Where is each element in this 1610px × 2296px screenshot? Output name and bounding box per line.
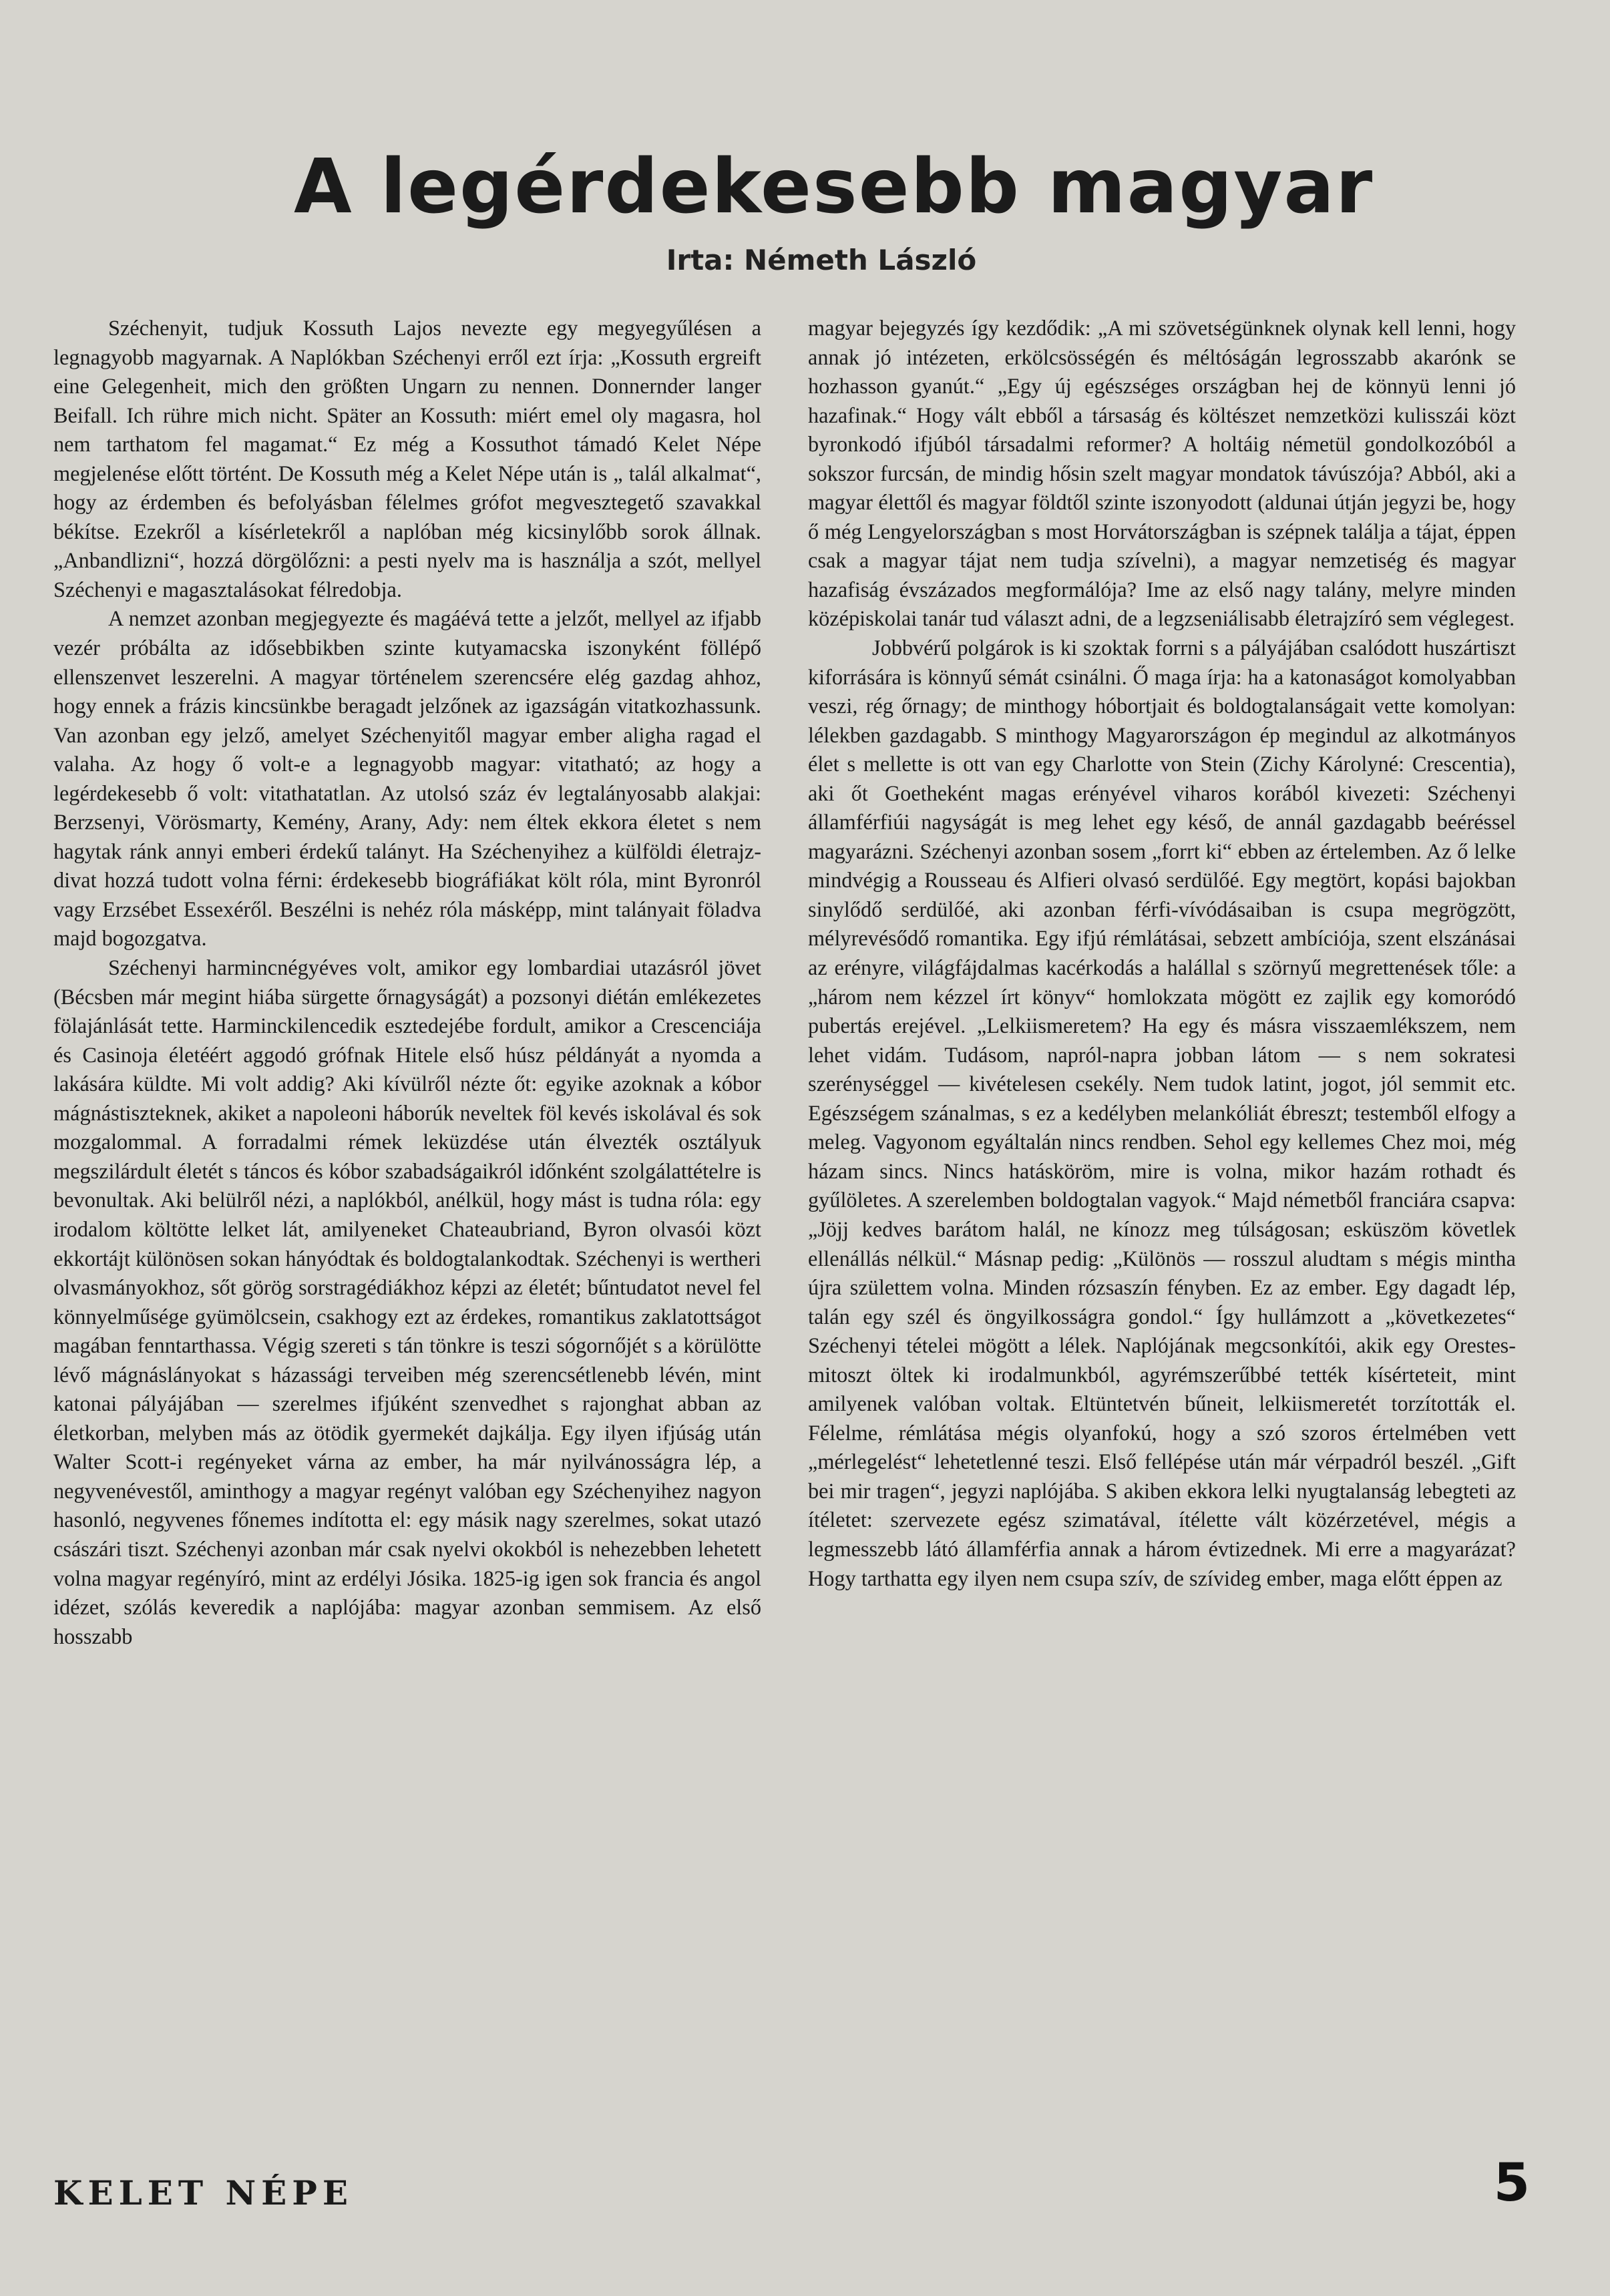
page-number: 5 xyxy=(1493,2153,1530,2213)
magazine-name: KELET NÉPE xyxy=(53,2173,353,2213)
left-paragraph-2: A nemzet azonban megjegyezte és magáévá tette a jelzőt, mellyel az ifjabb vezér próbálta az idősebbikben szinte kutyamacska iszonyként föllépő ellenszenvet leszerelni. A magyar történelem szerencsére elég gazdag ahhoz, hogy ennek a frázis kincsünkbe beragadt jelzőnek az igazságán vitatkozhassunk. Van azonban egy jelző, amelyet Széchenyitől magyar ember aligha ragad el valaha. Az hogy ő volt-e a legnagyobb magyar: vitatható; az hogy a legérdekesebb ő volt: vitathatatlan. Az utolsó száz év legtalányosabb alakjai: Berzsenyi, Vörösmarty, Kemény, Arany, Ady: nem éltek ekkora életet s nem hagytak ránk annyi emberi érdekű talányt. Ha Széchenyihez a külföldi életrajz-divat hozzá tudott volna férni: érdekesebb biográfiákat költ róla, mint Byronról vagy Erzsébet Essexéről. Beszélni is nehéz róla másképp, mint talányait föladva majd bogozgatva. xyxy=(53,606,761,951)
left-paragraph-1: Széchenyit, tudjuk Kossuth Lajos nevezte egy megyegyűlésen a legnagyobb magyarnak. A Naplókban Széchenyi erről ezt írja: „Kossuth ergreift eine Gelegenheit, mich den größten Ungarn zu nennen. Donnernder langer Beifall. Ich rühre mich nicht. Später an Kossuth: miért emel oly magasra, hol nem tarthatom fel magamat.“ Ez még a Kossuthot támadó Kelet Népe megjelenése előtt történt. De Kossuth még a Kelet Népe után is „ talál alkalmat“, hogy az érdemben és befolyásban félelmes grófot megvesztegető szavakkal békítse. Ezekről a kísérletekről a naplóban még kicsinylőbb sorok állnak. „Anbandlizni“, hozzá dörgölőzni: a pesti nyelv ma is használja a szót, mellyel Széchenyi e magasztalásokat félredobja. xyxy=(53,316,761,602)
right-text-column xyxy=(808,314,1516,1593)
left-text-column xyxy=(53,314,761,1651)
left-paragraph-3: Széchenyi harmincnégyéves volt, amikor egy lombardiai utazásról jövet (Bécsben már megint hiába sürgette őrnagyságát) a pozsonyi diétán emlékezetes fölajánlását tette. Harminckilencedik esztedejébe fordult, amikor a Crescenciája és Casinoja életéért aggodó grófnak Hitele első húsz példányát a nyomda a lakására küldte. Mi volt addig? Aki kívülről nézte őt: egyike azoknak a kóbor mágnástiszteknek, akiket a napoleoni háborúk neveltek föl kevés iskolával és sok mozgalommal. A forradalmi rémek leküzdése után élvezték osztályuk megszilárdult életét s táncos és kóbor szabadságaikról időnként szolgálattételre is bevonultak. Aki belülről nézi, a naplókból, anélkül, hogy mást is tudna róla: egy irodalom költötte lelket lát, amilyeneket Chateaubriand, Byron olvasói közt ekkortájt különösen sokan hányódtak és boldogtalankodtak. Széchenyi is wertheri olvasmányokhoz, sőt görög sorstragédiákhoz képzi az életét; bűntudatot nevel fel könnyelműsége gyümölcsein, csakhogy ezt az érdekes, romantikus zaklatottságot magában fenntarthassa. Végig szereti s tán tönkre is teszi sógornőjét s a körülötte lévő mágnáslányokat s házassági terveiben még szerencsétlenebb lévén, mint katonai pályájában — szerelmes ifjúként szenvedhet s rajonghat abban az életkorban, melyben más az ötödik gyermekét dajkálja. Egy ilyen ifjúság után Walter Scott-i regényeket várna az ember, ha már nyilvánosságra lép, a negyvenévestől, aminthogy a magyar regényt valóban egy Széchenyihez nagyon hasonló, negyvenes főnemes indította el: egy másik nagy szerelmes, sokat utazó császári tiszt. Széchenyi azonban már csak nyelvi okokból is nehezebben lehetett volna magyar regényíró, mint az erdélyi Jósika. 1825-ig igen sok francia és angol idézet, szólás keveredik a naplójába: magyar azonban semmisem. Az első hosszabb xyxy=(53,955,761,1648)
right-paragraph-2: Jobbvérű polgárok is ki szoktak forrni s a pályájában csalódott huszártiszt kiforrására is könnyű sémát csinálni. Ő maga írja: ha a katonaságot komolyabban veszi, rég őrnagy; de minthogy hóbortjait és boldogtalanságait vette komolyan: lélekben gazdagabb. S minthogy Magyarországon ép megindul az alkotmányos élet s mellette is ott van egy Charlotte von Stein (Zichy Károlyné: Crescentia), aki őt Goetheként magas erényével viharos korából kivezeti: Széchenyi államférfiúi nagyságát is meg lehet egy késő, de annál gazdagabb beéréssel magyarázni. Széchenyi azonban sosem „forrt ki“ ebben az értelemben. Az ő lelke mindvégig a Rousseau és Alfieri olvasó serdülőé. Egy megtört, kopási bajokban sinylődő serdülőé, aki azonban férfi-vívódásaiban is csupa megrögzött, mélyrevésődő romantika. Egy ifjú rémlátásai, sebzett ambíciója, szent elszánásai az erényre, világfájdalmas kacérkodás a halállal s szörnyű megrettenések tőle: a „három nem kézzel írt könyv“ homlokzata mögött ez zajlik egy komoródó pubertás erejével. „Lelkiismeretem? Ha egy és másra visszaemlékszem, nem lehet vidám. Tudásom, napról-napra jobban látom — s nem sokratesi szerénységgel — kivételesen csekély. Nem tudok latint, jogot, jól semmit etc. Egészségem szánalmas, s ez a kedélyben melankóliát ébreszt; testemből elfogy a meleg. Vagyonom egyáltalán nincs rendben. Sehol egy kellemes Chez moi, még házam sincs. Nincs hatásköröm, mire is volna, mikor hazám rothadt és gyűlöletes. A szerelemben boldogtalan vagyok.“ Majd németből franciára csapva: „Jöjj kedves barátom halál, ne kínozz meg túlságosan; esküszöm követlek ellenállás nélkül.“ Másnap pedig: „Különös — rosszul aludtam s mégis mintha újra születtem volna. Minden rózsaszín fényben. Ez az ember. Egy dagadt lép, talán egy szél és öngyilkosságra gondol.“ Így hullámzott a „következetes“ Széchenyi tételei mögött a lélek. Naplójának megcsonkítói, akik egy Orestes-mitoszt öltek ki irodalmunkból, agyrémszerűbbé tették kísérteteit, mint amilyenek valóban voltak. Eltüntetvén bűneit, lelkiismeretét torzították el. Félelme, rémlátása mégis olyanfokú, hogy a szó szoros értelmében vett „mérlegelést“ lehetetlenné teszi. Első fellépése után már vérpadról beszél. „Gift bei mir tragen“, jegyzi naplójába. S akiben ekkora lelki nyugtalanság lebegteti az ítéletet: szervezete egész szimatával, ítélette vált közérzetével, mégis a legmesszebb látó államférfia annak a három évtizednek. Mi erre a magyarázat? Hogy tarthatta egy ilyen nem csupa szív, de szívideg ember, maga előtt éppen az xyxy=(808,636,1516,1590)
article-byline: Irta: Németh László xyxy=(666,244,977,276)
article-title: A legérdekesebb magyar xyxy=(294,144,1374,230)
right-paragraph-1: magyar bejegyzés így kezdődik: „A mi szövetségünknek olynak kell lenni, hogy annak jó intézeten, erkölcsösségén és méltóságán legrosszabb akarónk se hozhasson gyanút.“ „Egy új egészséges országban hej de könnyü lenni jó hazafinak.“ Hogy vált ebből a társaság és költészet nemzetközi kulisszái közt byronkodó ifjúból társadalmi reformer? A holtáig németül gondolkozóból a sokszor furcsán, de mindig hősin szelt magyar mondatok távúszója? Abból, aki a magyar élettől és magyar földtől szinte iszonyodott (aldunai útján jegyzi be, hogy ő még Lengyelországban s most Horvátországban is szépnek találja a tájat, éppen csak a magyar tájat nem tudja szívelni), a magyar nemzetiség és magyar hazafiság évszázados megformálója? Ime az első nagy talány, melyre minden középiskolai tanár tud választ adni, de a legzseniálisabb életrajzíró sem véglegest. xyxy=(808,316,1516,631)
